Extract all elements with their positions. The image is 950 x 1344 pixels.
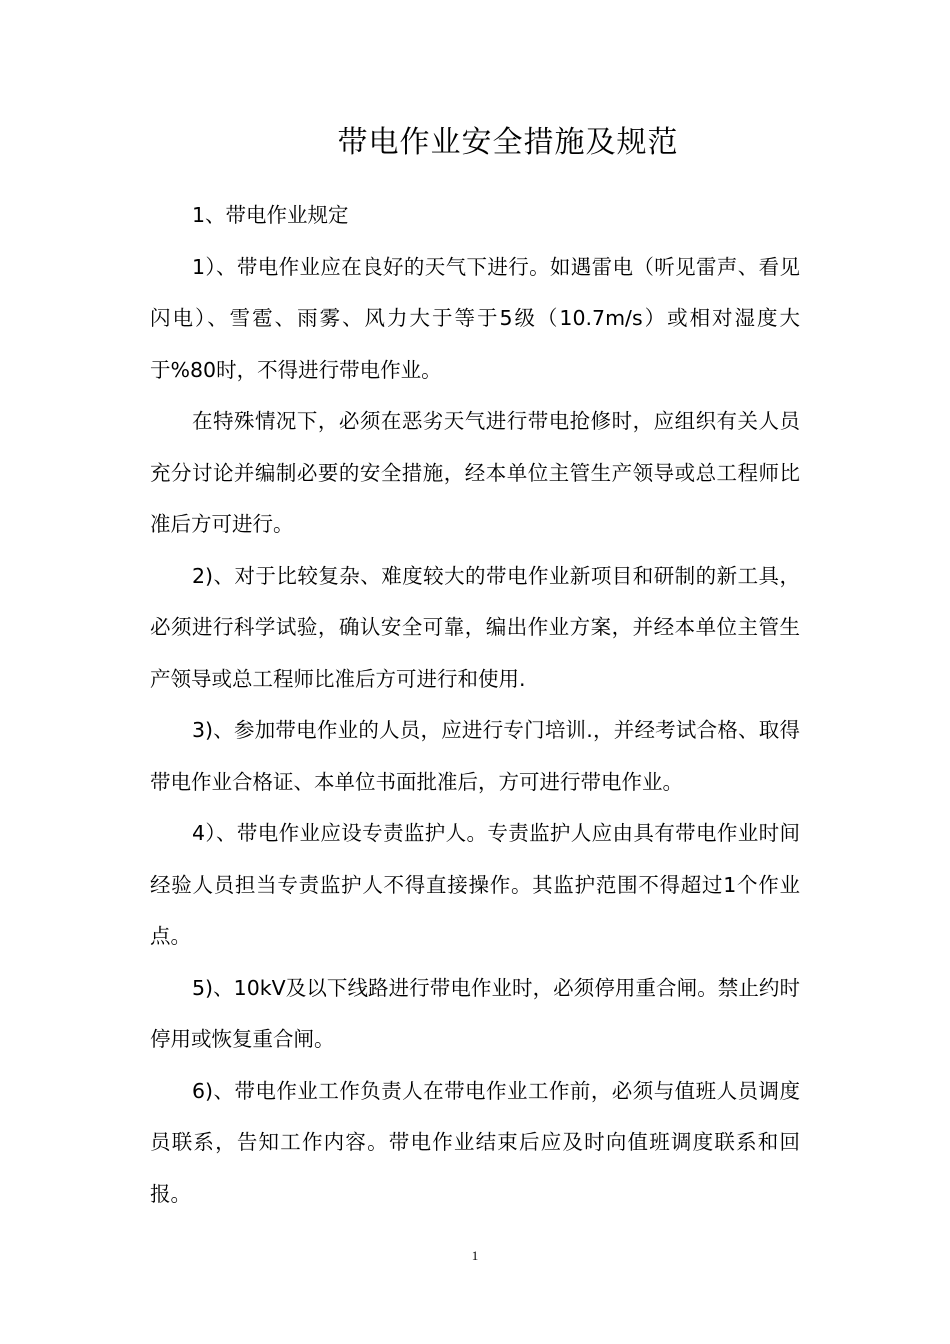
paragraph-section-heading: 1、带电作业规定 bbox=[192, 203, 349, 227]
document-body bbox=[150, 190, 800, 1220]
page-number: 1 bbox=[471, 1248, 479, 1263]
paragraph-reclosing: 5)、10kV及以下线路进行带电作业时，必须停用重合闸。禁止约时停用或恢复重合闸。 bbox=[150, 975, 800, 1051]
paragraph-dispatcher-contact: 6)、带电作业工作负责人在带电作业工作前，必须与值班人员调度员联系，告知工作内容。带电作业结束后应及时向值班调度联系和回报。 bbox=[150, 1078, 800, 1206]
paragraph-personnel-training: 3)、参加带电作业的人员，应进行专门培训.，并经考试合格、取得带电作业合格证、本单位书面批准后，方可进行带电作业。 bbox=[150, 718, 800, 794]
paragraph-supervisor: 4）、带电作业应设专责监护人。专责监护人应由具有带电作业时间经验人员担当专责监护人不得直接操作。其监护范围不得超过1个作业点。 bbox=[150, 821, 800, 948]
paragraph-weather-rule: 1）、带电作业应在良好的天气下进行。如遇雷电（听见雷声、看见闪电）、雪雹、雨雾、风力大于等于5级（10.7m/s）或相对湿度大于%80时，不得进行带电作业。 bbox=[150, 254, 800, 382]
paragraph-special-circumstances: 在特殊情况下，必须在恶劣天气进行带电抢修时，应组织有关人员充分讨论并编制必要的安全措施，经本单位主管生产领导或总工程师比准后方可进行。 bbox=[150, 409, 800, 536]
document-title: 带电作业安全措施及规范 bbox=[337, 125, 679, 160]
paragraph-new-projects: 2)、对于比较复杂、难度较大的带电作业新项目和研制的新工具，必须进行科学试验，确认安全可靠，编出作业方案，并经本单位主管生产领导或总工程师比准后方可进行和使用. bbox=[150, 563, 800, 691]
